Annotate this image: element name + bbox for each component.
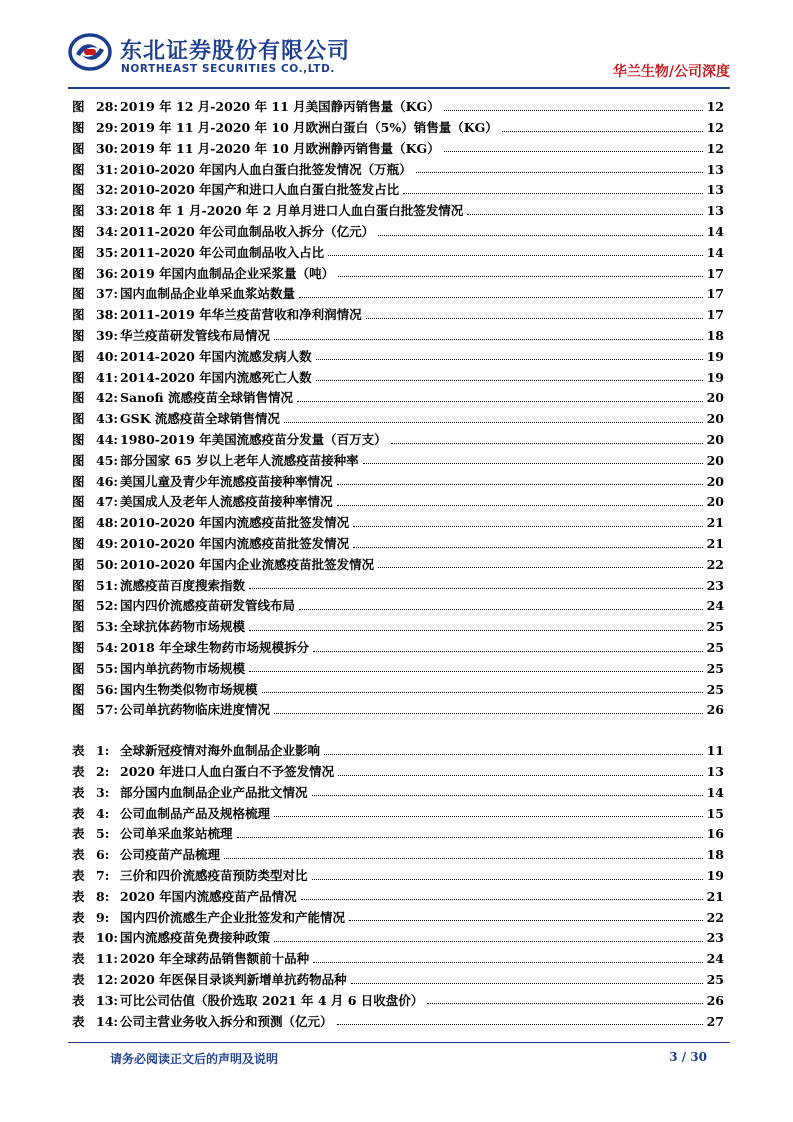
toc-entry-title: 2011-2019 年华兰疫苗营收和净利润情况 (120, 307, 362, 323)
toc-entry-page: 25 (706, 681, 724, 697)
toc-leader-dots (351, 982, 703, 984)
figure-index-entry[interactable] (72, 93, 724, 114)
figure-index-entry[interactable] (72, 447, 724, 468)
table-index-entry[interactable] (72, 924, 724, 945)
toc-entry-prefix: 图 (72, 348, 85, 364)
toc-entry-number: 33: (96, 203, 119, 219)
toc-entry-page: 19 (706, 868, 724, 884)
toc-entry-number: 54: (96, 640, 119, 656)
toc-entry-page: 26 (706, 702, 724, 718)
toc-entry-title: Sanofi 流感疫苗全球销售情况 (120, 390, 293, 406)
toc-entry-prefix: 表 (72, 951, 85, 967)
toc-entry-prefix: 图 (72, 286, 85, 302)
toc-entry-prefix: 图 (72, 598, 85, 614)
toc-leader-dots (403, 192, 702, 194)
toc-entry-title: 2020 年医保目录谈判新增单抗药物品种 (120, 972, 347, 988)
toc-entry-number: 4: (96, 805, 110, 821)
toc-entry-title: 2010-2020 年国内流感疫苗批签发情况 (120, 536, 350, 552)
footer-disclaimer: 请务必阅读正文后的声明及说明 (110, 1052, 279, 1066)
toc-entry-number: 5: (96, 826, 110, 842)
toc-leader-dots (444, 109, 703, 111)
toc-entry-number: 7: (96, 868, 110, 884)
toc-entry-prefix: 表 (72, 1013, 85, 1029)
toc-entry-title: 部分国家 65 岁以上老年人流感疫苗接种率 (120, 452, 359, 468)
figure-index-entry[interactable] (72, 301, 724, 322)
toc-leader-dots (301, 898, 703, 900)
toc-entry-number: 29: (96, 120, 119, 136)
table-index-entry[interactable] (72, 1007, 724, 1028)
figure-index-entry[interactable] (72, 530, 724, 551)
toc-entry-prefix: 图 (72, 515, 85, 531)
toc-leader-dots (274, 712, 703, 714)
toc-entry-prefix: 图 (72, 224, 85, 240)
toc-leader-dots (337, 504, 703, 506)
toc-entry-page: 13 (706, 161, 724, 177)
toc-entry-page: 24 (706, 598, 724, 614)
report-tag: 华兰生物/公司深度 (612, 64, 730, 80)
figure-index-list (72, 93, 724, 717)
toc-entry-page: 17 (706, 307, 724, 323)
toc-entry-page: 20 (706, 452, 724, 468)
toc-entry-prefix: 图 (72, 577, 85, 593)
table-index-entry[interactable] (72, 799, 724, 820)
figure-index-entry[interactable] (72, 405, 724, 426)
toc-leader-dots (274, 338, 703, 340)
table-index-entry[interactable] (72, 966, 724, 987)
toc-entry-number: 46: (96, 473, 119, 489)
toc-entry-page: 18 (706, 328, 724, 344)
company-name-cn: 东北证券股份有限公司 (120, 39, 351, 64)
toc-entry-number: 36: (96, 265, 119, 281)
toc-entry-prefix: 表 (72, 888, 85, 904)
figure-index-entry[interactable] (72, 155, 724, 176)
toc-entry-title: 可比公司估值（股价选取 2021 年 4 月 6 日收盘价） (120, 992, 424, 1008)
figure-index-entry[interactable] (72, 426, 724, 447)
toc-entry-title: 华兰疫苗研发管线布局情况 (120, 328, 271, 344)
toc-entry-page: 12 (706, 140, 724, 156)
toc-entry-number: 3: (96, 784, 110, 800)
toc-entry-prefix: 图 (72, 99, 85, 115)
toc-entry-title: 2011-2020 年公司血制品收入拆分（亿元） (120, 224, 375, 240)
toc-entry-number: 50: (96, 556, 119, 572)
table-index-entry[interactable] (72, 758, 724, 779)
toc-entry-page: 16 (706, 826, 724, 842)
toc-entry-number: 28: (96, 99, 119, 115)
table-index-entry[interactable] (72, 841, 724, 862)
toc-leader-dots (502, 130, 703, 132)
toc-entry-title: 国内血制品企业单采血浆站数量 (120, 286, 296, 302)
toc-entry-page: 25 (706, 640, 724, 656)
toc-entry-number: 1: (96, 743, 110, 759)
toc-entry-page: 13 (706, 182, 724, 198)
toc-entry-number: 13: (96, 992, 119, 1008)
toc-entry-page: 22 (706, 556, 724, 572)
toc-entry-prefix: 图 (72, 473, 85, 489)
northeast-securities-logo-icon (68, 32, 112, 72)
toc-leader-dots (337, 1023, 703, 1025)
toc-entry-prefix: 图 (72, 390, 85, 406)
toc-entry-page: 11 (706, 743, 724, 759)
toc-entry-page: 12 (706, 120, 724, 136)
toc-leader-dots (299, 608, 703, 610)
toc-entry-title: 1980-2019 年美国流感疫苗分发量（百万支） (120, 432, 387, 448)
figure-index-entry[interactable] (72, 467, 724, 488)
toc-entry-title: 国内生物类似物市场规模 (120, 681, 258, 697)
figure-index-entry[interactable] (72, 176, 724, 197)
toc-entry-prefix: 图 (72, 140, 85, 156)
toc-entry-page: 25 (706, 660, 724, 676)
toc-leader-dots (378, 566, 702, 568)
toc-leader-dots (391, 442, 703, 444)
toc-leader-dots (224, 857, 703, 859)
toc-entry-prefix: 图 (72, 494, 85, 510)
toc-leader-dots (249, 670, 703, 672)
table-index-list (72, 737, 724, 1028)
toc-entry-page: 22 (706, 909, 724, 925)
toc-entry-page: 13 (706, 764, 724, 780)
toc-entry-title: 2011-2020 年公司血制品收入占比 (120, 244, 325, 260)
toc-entry-prefix: 图 (72, 432, 85, 448)
toc-leader-dots (249, 587, 703, 589)
toc-leader-dots (353, 525, 702, 527)
toc-entry-page: 24 (706, 951, 724, 967)
figure-index-entry[interactable] (72, 259, 724, 280)
toc-entry-title: 2010-2020 年国内流感疫苗批签发情况 (120, 515, 350, 531)
toc-leader-dots (328, 254, 702, 256)
figure-index-entry[interactable] (72, 197, 724, 218)
toc-entry-title: 2014-2020 年国内流感死亡人数 (120, 369, 312, 385)
toc-entry-prefix: 表 (72, 930, 85, 946)
toc-entry-prefix: 表 (72, 805, 85, 821)
toc-entry-prefix: 图 (72, 265, 85, 281)
toc-entry-title: 全球新冠疫情对海外血制品企业影响 (120, 743, 321, 759)
figure-index-entry[interactable] (72, 696, 724, 717)
toc-entry-page: 20 (706, 390, 724, 406)
toc-entry-title: 2019 年国内血制品企业采浆量（吨） (120, 265, 335, 281)
table-index-entry[interactable] (72, 779, 724, 800)
toc-entry-page: 20 (706, 432, 724, 448)
toc-entry-title: 2020 年国内流感疫苗产品情况 (120, 888, 297, 904)
toc-entry-title: 全球抗体药物市场规模 (120, 619, 246, 635)
toc-leader-dots (313, 961, 702, 963)
toc-entry-page: 12 (706, 99, 724, 115)
table-index-entry[interactable] (72, 820, 724, 841)
figure-index-entry[interactable] (72, 675, 724, 696)
header-divider (68, 87, 730, 89)
figure-index-entry[interactable] (72, 655, 724, 676)
toc-entry-title: GSK 流感疫苗全球销售情况 (120, 411, 280, 427)
toc-entry-number: 39: (96, 328, 119, 344)
toc-entry-title: 2010-2020 年国内人血白蛋白批签发情况（万瓶） (120, 161, 412, 177)
toc-entry-prefix: 图 (72, 619, 85, 635)
toc-leader-dots (349, 919, 703, 921)
toc-entry-prefix: 图 (72, 536, 85, 552)
toc-entry-prefix: 图 (72, 681, 85, 697)
toc-entry-prefix: 图 (72, 307, 85, 323)
figure-index-entry[interactable] (72, 551, 724, 572)
toc-entry-page: 14 (706, 224, 724, 240)
toc-entry-page: 26 (706, 992, 724, 1008)
toc-entry-number: 12: (96, 972, 119, 988)
toc-entry-prefix: 表 (72, 826, 85, 842)
toc-entry-number: 9: (96, 909, 110, 925)
toc-entry-number: 35: (96, 244, 119, 260)
toc-entry-prefix: 图 (72, 203, 85, 219)
toc-entry-title: 美国成人及老年人流感疫苗接种率情况 (120, 494, 333, 510)
figure-index-entry[interactable] (72, 114, 724, 135)
toc-entry-number: 43: (96, 411, 119, 427)
toc-entry-number: 56: (96, 681, 119, 697)
toc-leader-dots (274, 815, 703, 817)
toc-entry-title: 2019 年 11 月-2020 年 10 月欧洲静丙销售量（KG） (120, 140, 440, 156)
figure-index-entry[interactable] (72, 218, 724, 239)
toc-entry-title: 国内流感疫苗免费接种政策 (120, 930, 271, 946)
toc-entry-number: 47: (96, 494, 119, 510)
toc-leader-dots (237, 836, 703, 838)
toc-entry-title: 流感疫苗百度搜索指数 (120, 577, 246, 593)
toc-entry-prefix: 表 (72, 784, 85, 800)
figure-index-entry[interactable] (72, 343, 724, 364)
toc-entry-number: 2: (96, 764, 110, 780)
toc-leader-dots (444, 150, 703, 152)
toc-entry-page: 19 (706, 348, 724, 364)
toc-entry-prefix: 图 (72, 120, 85, 136)
toc-entry-title: 三价和四价流感疫苗预防类型对比 (120, 868, 308, 884)
toc-entry-page: 14 (706, 784, 724, 800)
toc-entry-number: 40: (96, 348, 119, 364)
toc-entry-title: 2019 年 12 月-2020 年 11 月美国静丙销售量（KG） (120, 99, 440, 115)
toc-entry-number: 10: (96, 930, 119, 946)
toc-leader-dots (316, 358, 703, 360)
toc-entry-number: 37: (96, 286, 119, 302)
toc-leader-dots (316, 379, 703, 381)
toc-leader-dots (427, 1002, 702, 1004)
toc-entry-page: 21 (706, 536, 724, 552)
toc-leader-dots (274, 940, 703, 942)
toc-entry-page: 20 (706, 473, 724, 489)
toc-entry-prefix: 表 (72, 972, 85, 988)
toc-leader-dots (338, 774, 702, 776)
toc-leader-dots (299, 296, 703, 298)
toc-leader-dots (467, 213, 702, 215)
toc-leader-dots (262, 691, 703, 693)
toc-entry-number: 44: (96, 432, 119, 448)
toc-entry-title: 2018 年全球生物药市场规模拆分 (120, 640, 310, 656)
toc-entry-title: 公司单采血浆站梳理 (120, 826, 233, 842)
toc-entry-number: 38: (96, 307, 119, 323)
toc-entry-number: 31: (96, 161, 119, 177)
page-number: 3 / 30 (669, 1050, 707, 1064)
toc-entry-number: 52: (96, 598, 119, 614)
toc-entry-page: 21 (706, 888, 724, 904)
toc-entry-number: 55: (96, 660, 119, 676)
toc-entry-prefix: 图 (72, 328, 85, 344)
table-index-entry[interactable] (72, 862, 724, 883)
toc-entry-title: 部分国内血制品企业产品批文情况 (120, 784, 308, 800)
figure-index-entry[interactable] (72, 280, 724, 301)
toc-leader-dots (338, 275, 702, 277)
toc-entry-title: 2010-2020 年国产和进口人血白蛋白批签发占比 (120, 182, 400, 198)
toc-entry-prefix: 表 (72, 743, 85, 759)
table-index-entry[interactable] (72, 945, 724, 966)
toc-entry-prefix: 图 (72, 411, 85, 427)
toc-entry-number: 42: (96, 390, 119, 406)
toc-entry-prefix: 表 (72, 909, 85, 925)
toc-entry-page: 23 (706, 930, 724, 946)
toc-entry-number: 34: (96, 224, 119, 240)
toc-entry-title: 2018 年 1 月-2020 年 2 月单月进口人血白蛋白批签发情况 (120, 203, 464, 219)
toc-entry-title: 2020 年全球药品销售额前十品种 (120, 951, 310, 967)
toc-entry-page: 17 (706, 286, 724, 302)
toc-entry-page: 25 (706, 972, 724, 988)
toc-entry-number: 53: (96, 619, 119, 635)
toc-entry-page: 20 (706, 411, 724, 427)
toc-entry-title: 公司单抗药物临床进度情况 (120, 702, 271, 718)
toc-entry-title: 2014-2020 年国内流感发病人数 (120, 348, 312, 364)
toc-entry-number: 41: (96, 369, 119, 385)
toc-entry-page: 15 (706, 805, 724, 821)
table-index-entry[interactable] (72, 883, 724, 904)
figure-index-entry[interactable] (72, 613, 724, 634)
toc-entry-number: 45: (96, 452, 119, 468)
figure-index-entry[interactable] (72, 322, 724, 343)
toc-entry-number: 48: (96, 515, 119, 531)
toc-entry-page: 17 (706, 265, 724, 281)
toc-entry-title: 2010-2020 年国内企业流感疫苗批签发情况 (120, 556, 375, 572)
toc-leader-dots (297, 400, 703, 402)
company-name-en: NORTHEAST SECURITIES CO.,LTD. (121, 63, 335, 75)
toc-entry-prefix: 表 (72, 992, 85, 1008)
figure-index-entry[interactable] (72, 634, 724, 655)
toc-entry-prefix: 图 (72, 182, 85, 198)
toc-entry-number: 8: (96, 888, 110, 904)
toc-entry-prefix: 表 (72, 764, 85, 780)
figure-index-entry[interactable] (72, 135, 724, 156)
toc-leader-dots (366, 317, 703, 319)
toc-leader-dots (363, 462, 703, 464)
figure-index-entry[interactable] (72, 571, 724, 592)
toc-entry-title: 公司主营业务收入拆分和预测（亿元） (120, 1013, 333, 1029)
figure-index-entry[interactable] (72, 488, 724, 509)
toc-entry-page: 23 (706, 577, 724, 593)
toc-entry-title: 美国儿童及青少年流感疫苗接种率情况 (120, 473, 333, 489)
toc-entry-prefix: 图 (72, 452, 85, 468)
toc-leader-dots (284, 421, 703, 423)
toc-entry-page: 14 (706, 244, 724, 260)
toc-entry-number: 32: (96, 182, 119, 198)
toc-entry-page: 25 (706, 619, 724, 635)
toc-entry-prefix: 表 (72, 868, 85, 884)
toc-entry-number: 57: (96, 702, 119, 718)
figure-index-entry[interactable] (72, 363, 724, 384)
toc-leader-dots (313, 650, 702, 652)
toc-entry-number: 49: (96, 536, 119, 552)
toc-leader-dots (337, 483, 703, 485)
toc-entry-title: 国内四价流感疫苗研发管线布局 (120, 598, 296, 614)
toc-entry-title: 公司血制品产品及规格梳理 (120, 805, 271, 821)
toc-entry-prefix: 图 (72, 556, 85, 572)
toc-entry-title: 公司疫苗产品梳理 (120, 847, 221, 863)
table-index-entry[interactable] (72, 987, 724, 1008)
toc-entry-prefix: 图 (72, 369, 85, 385)
toc-entry-title: 2020 年进口人血白蛋白不予签发情况 (120, 764, 335, 780)
toc-entry-page: 20 (706, 494, 724, 510)
toc-leader-dots (353, 546, 702, 548)
figure-index-entry[interactable] (72, 384, 724, 405)
table-index-entry[interactable] (72, 903, 724, 924)
toc-leader-dots (378, 234, 702, 236)
toc-entry-page: 19 (706, 369, 724, 385)
toc-entry-page: 21 (706, 515, 724, 531)
page-header (68, 30, 730, 88)
toc-leader-dots (312, 794, 703, 796)
figure-index-entry[interactable] (72, 592, 724, 613)
toc-leader-dots (249, 629, 703, 631)
toc-entry-number: 6: (96, 847, 110, 863)
toc-entry-prefix: 图 (72, 660, 85, 676)
toc-entry-number: 14: (96, 1013, 119, 1029)
toc-leader-dots (324, 753, 703, 755)
toc-entry-title: 国内单抗药物市场规模 (120, 660, 246, 676)
toc-entry-number: 51: (96, 577, 119, 593)
toc-leader-dots (312, 878, 703, 880)
toc-entry-page: 27 (706, 1013, 724, 1029)
figure-index-entry[interactable] (72, 509, 724, 530)
figure-index-entry[interactable] (72, 239, 724, 260)
toc-entry-number: 11: (96, 951, 119, 967)
toc-entry-page: 13 (706, 203, 724, 219)
toc-entry-prefix: 图 (72, 702, 85, 718)
toc-entry-page: 18 (706, 847, 724, 863)
footer-divider (68, 1042, 730, 1043)
toc-entry-title: 2019 年 11 月-2020 年 10 月欧洲白蛋白（5%）销售量（KG） (120, 120, 498, 136)
toc-entry-prefix: 图 (72, 640, 85, 656)
table-index-entry[interactable] (72, 737, 724, 758)
toc-entry-prefix: 图 (72, 244, 85, 260)
toc-entry-prefix: 图 (72, 161, 85, 177)
toc-entry-prefix: 表 (72, 847, 85, 863)
toc-entry-number: 30: (96, 140, 119, 156)
toc-entry-title: 国内四价流感生产企业批签发和产能情况 (120, 909, 346, 925)
toc-leader-dots (416, 171, 703, 173)
